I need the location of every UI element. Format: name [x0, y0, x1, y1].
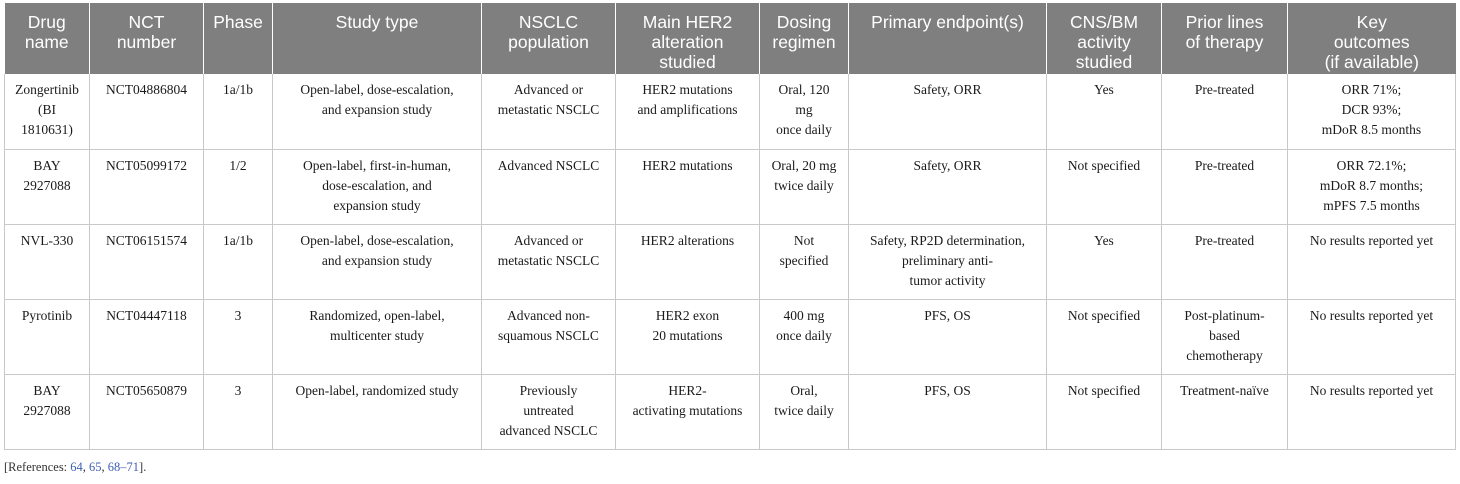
- column-header-nct-number: [90, 3, 204, 74]
- reference-link[interactable]: 64: [70, 460, 83, 474]
- cell-text-line: untreated: [523, 402, 574, 418]
- reference-link[interactable]: 65: [89, 460, 102, 474]
- cell-text-line: Open-label, dose-escalation,: [300, 232, 454, 248]
- cell-her2-alteration: [616, 299, 760, 374]
- references-suffix: ].: [139, 460, 147, 474]
- cell-text-line: Yes: [1094, 82, 1114, 97]
- cell-text-line: 2927088: [23, 402, 71, 418]
- cell-primary-endpoints: [849, 224, 1047, 299]
- cell-text-line: Oral, 120: [778, 82, 830, 97]
- cell-nsclc-population: [482, 149, 616, 224]
- cell-text-line: and expansion study: [321, 102, 433, 117]
- cell-text-line: advanced NSCLC: [499, 422, 598, 438]
- cell-her2-alteration: [616, 374, 760, 449]
- cell-text-line: NCT04886804: [106, 82, 187, 97]
- header-text-line: studied: [1075, 52, 1133, 72]
- cell-text-line: HER2-: [668, 382, 707, 398]
- column-header-key-outcomes: [1288, 3, 1456, 74]
- cell-text-line: mDoR 8.5 months: [1321, 122, 1422, 137]
- cell-text-line: 1a/1b: [223, 232, 253, 248]
- cell-primary-endpoints: [849, 74, 1047, 149]
- cell-text-line: Pre-treated: [1194, 82, 1255, 97]
- cell-text-line: PFS, OS: [924, 382, 971, 398]
- cell-nct-number: [90, 224, 204, 299]
- cell-prior-lines: [1162, 374, 1288, 449]
- cell-text-line: Safety, ORR: [913, 157, 982, 173]
- table-row: [5, 299, 1456, 374]
- column-header-nsclc-population: [482, 3, 616, 74]
- column-header-dosing-regimen: [760, 3, 849, 74]
- cell-text-line: Post-platinum-: [1184, 307, 1265, 323]
- cell-study-type: [273, 74, 482, 149]
- table-row: [5, 149, 1456, 224]
- cell-nsclc-population: [482, 224, 616, 299]
- cell-cns-bm-activity: [1047, 374, 1162, 449]
- cell-drug-name: [5, 149, 90, 224]
- cell-text-line: HER2 alterations: [640, 232, 735, 248]
- header-row: [5, 3, 1456, 74]
- cell-text-line: squamous NSCLC: [498, 327, 599, 343]
- table-row: [5, 374, 1456, 449]
- header-text-line: Study type: [335, 12, 419, 32]
- cell-prior-lines: [1162, 149, 1288, 224]
- cell-text-line: DCR 93%;: [1341, 102, 1402, 117]
- header-text-line: outcomes: [1333, 32, 1410, 52]
- cell-her2-alteration: [616, 74, 760, 149]
- cell-text-line: Pre-treated: [1194, 157, 1255, 173]
- cell-text-line: mg: [795, 102, 813, 117]
- cell-prior-lines: [1162, 224, 1288, 299]
- reference-separator: ,: [82, 460, 90, 474]
- cell-text-line: Advanced or: [513, 232, 584, 248]
- cell-phase: [204, 224, 273, 299]
- cell-her2-alteration: [616, 149, 760, 224]
- column-header-cns-bm-activity: [1047, 3, 1162, 74]
- header-text-line: Primary endpoint(s): [871, 12, 1024, 32]
- cell-cns-bm-activity: [1047, 74, 1162, 149]
- header-text-line: Drug: [27, 12, 66, 32]
- cell-text-line: Zongertinib: [15, 82, 79, 97]
- cell-text-line: preliminary anti-: [901, 252, 994, 268]
- cell-text-line: metastatic NSCLC: [497, 102, 600, 117]
- cell-text-line: Open-label, first-in-human,: [302, 157, 452, 173]
- cell-text-line: twice daily: [774, 177, 834, 193]
- column-header-prior-lines: [1162, 3, 1288, 74]
- cell-text-line: Randomized, open-label,: [309, 307, 445, 323]
- cell-text-line: BAY: [33, 157, 61, 173]
- cell-phase: [204, 149, 273, 224]
- cell-study-type: [273, 149, 482, 224]
- cell-text-line: Previously: [519, 382, 578, 398]
- cell-study-type: [273, 299, 482, 374]
- column-header-drug-name: [5, 3, 90, 74]
- cell-text-line: 1810631): [21, 122, 73, 137]
- cell-text-line: NVL-330: [20, 232, 74, 248]
- cell-text-line: and expansion study: [321, 252, 433, 268]
- header-text-line: Phase: [213, 12, 263, 32]
- table-container: [4, 3, 1455, 450]
- cell-text-line: Not specified: [1067, 157, 1141, 173]
- header-text-line: NSCLC: [518, 12, 579, 32]
- cell-text-line: Safety, RP2D determination,: [869, 232, 1026, 248]
- cell-text-line: (BI: [38, 102, 56, 117]
- header-text-line: population: [508, 32, 589, 52]
- cell-text-line: mPFS 7.5 months: [1323, 197, 1420, 213]
- cell-text-line: and amplifications: [637, 102, 738, 117]
- header-text-line: Key: [1356, 12, 1387, 32]
- cell-text-line: HER2 mutations: [642, 82, 733, 97]
- cell-key-outcomes: [1288, 149, 1456, 224]
- cell-text-line: Advanced non-: [507, 307, 590, 323]
- column-header-her2-alteration: [616, 3, 760, 74]
- cell-prior-lines: [1162, 74, 1288, 149]
- cell-text-line: ORR 72.1%;: [1336, 157, 1407, 173]
- cell-dosing-regimen: [760, 224, 849, 299]
- header-text-line: CNS/BM: [1069, 12, 1139, 32]
- cell-cns-bm-activity: [1047, 224, 1162, 299]
- cell-text-line: chemotherapy: [1186, 347, 1263, 363]
- cell-text-line: Safety, ORR: [913, 82, 982, 97]
- cell-drug-name: [5, 374, 90, 449]
- cell-text-line: twice daily: [774, 402, 834, 418]
- cell-nsclc-population: [482, 299, 616, 374]
- cell-text-line: 400 mg: [783, 307, 825, 323]
- column-header-primary-endpoints: [849, 3, 1047, 74]
- cell-text-line: based: [1209, 327, 1240, 343]
- header-text-line: Prior lines: [1185, 12, 1264, 32]
- column-header-study-type: [273, 3, 482, 74]
- table-row: [5, 224, 1456, 299]
- cell-text-line: metastatic NSCLC: [497, 252, 600, 268]
- cell-nsclc-population: [482, 374, 616, 449]
- cell-drug-name: [5, 299, 90, 374]
- cell-text-line: ORR 71%;: [1341, 82, 1402, 97]
- cell-text-line: NCT06151574: [106, 232, 187, 248]
- cell-primary-endpoints: [849, 299, 1047, 374]
- cell-drug-name: [5, 74, 90, 149]
- reference-separator: ,: [101, 460, 108, 474]
- header-text-line: (if available): [1324, 52, 1419, 72]
- cell-phase: [204, 374, 273, 449]
- cell-text-line: Oral,: [790, 382, 818, 398]
- cell-text-line: 2927088: [23, 177, 71, 193]
- cell-text-line: specified: [779, 252, 829, 268]
- cell-cns-bm-activity: [1047, 149, 1162, 224]
- cell-text-line: BAY: [33, 382, 61, 398]
- cell-text-line: NCT05099172: [106, 157, 187, 173]
- cell-nct-number: [90, 299, 204, 374]
- header-text-line: Main HER2: [642, 12, 733, 32]
- cell-text-line: NCT05650879: [106, 382, 187, 398]
- cell-text-line: 3: [234, 307, 242, 323]
- cell-text-line: 1/2: [229, 157, 247, 173]
- cell-study-type: [273, 374, 482, 449]
- table-body: [5, 74, 1456, 449]
- cell-text-line: No results reported yet: [1309, 307, 1434, 323]
- cell-text-line: Pyrotinib: [21, 307, 73, 323]
- cell-text-line: Advanced or: [513, 82, 584, 97]
- cell-text-line: No results reported yet: [1309, 382, 1434, 398]
- reference-link[interactable]: 68–71: [107, 460, 140, 474]
- cell-text-line: once daily: [776, 122, 832, 137]
- cell-text-line: 20 mutations: [652, 327, 723, 343]
- cell-text-line: expansion study: [333, 197, 421, 213]
- cell-key-outcomes: [1288, 299, 1456, 374]
- cell-cns-bm-activity: [1047, 299, 1162, 374]
- cell-nct-number: [90, 74, 204, 149]
- cell-text-line: Not specified: [1067, 382, 1141, 398]
- cell-text-line: Open-label, randomized study: [295, 382, 459, 398]
- cell-dosing-regimen: [760, 299, 849, 374]
- cell-primary-endpoints: [849, 149, 1047, 224]
- references-footnote: [4, 460, 146, 475]
- cell-drug-name: [5, 224, 90, 299]
- cell-text-line: dose-escalation, and: [322, 177, 432, 193]
- cell-text-line: 3: [234, 382, 242, 398]
- header-text-line: name: [24, 32, 69, 52]
- header-text-line: regimen: [772, 32, 836, 52]
- cell-nsclc-population: [482, 74, 616, 149]
- cell-text-line: Yes: [1094, 232, 1114, 248]
- cell-text-line: tumor activity: [909, 272, 986, 288]
- cell-nct-number: [90, 149, 204, 224]
- cell-text-line: NCT04447118: [106, 307, 187, 323]
- cell-key-outcomes: [1288, 374, 1456, 449]
- cell-text-line: No results reported yet: [1309, 232, 1434, 248]
- references-prefix: [References:: [4, 460, 71, 474]
- table-row: [5, 74, 1456, 149]
- cell-primary-endpoints: [849, 374, 1047, 449]
- cell-dosing-regimen: [760, 74, 849, 149]
- column-header-phase: [204, 3, 273, 74]
- cell-dosing-regimen: [760, 149, 849, 224]
- cell-her2-alteration: [616, 224, 760, 299]
- cell-prior-lines: [1162, 299, 1288, 374]
- cell-text-line: mDoR 8.7 months;: [1319, 177, 1424, 193]
- cell-text-line: Open-label, dose-escalation,: [300, 82, 454, 97]
- cell-nct-number: [90, 374, 204, 449]
- cell-key-outcomes: [1288, 74, 1456, 149]
- cell-text-line: HER2 mutations: [642, 157, 733, 173]
- cell-key-outcomes: [1288, 224, 1456, 299]
- cell-text-line: once daily: [776, 327, 832, 343]
- trials-table: [4, 3, 1456, 450]
- cell-study-type: [273, 224, 482, 299]
- cell-text-line: HER2 exon: [655, 307, 720, 323]
- cell-text-line: activating mutations: [632, 402, 743, 418]
- cell-text-line: Advanced NSCLC: [497, 157, 600, 173]
- header-text-line: number: [116, 32, 177, 52]
- header-text-line: studied: [659, 52, 716, 72]
- header-text-line: of therapy: [1185, 32, 1264, 52]
- cell-text-line: 1a/1b: [223, 82, 253, 97]
- cell-dosing-regimen: [760, 374, 849, 449]
- header-text-line: NCT: [128, 12, 165, 32]
- cell-text-line: Pre-treated: [1194, 232, 1255, 248]
- cell-phase: [204, 299, 273, 374]
- cell-text-line: Treatment-naïve: [1180, 382, 1269, 398]
- cell-text-line: Not: [793, 232, 815, 248]
- cell-text-line: Oral, 20 mg: [771, 157, 837, 173]
- cell-text-line: multicenter study: [329, 327, 425, 343]
- cell-text-line: Not specified: [1067, 307, 1141, 323]
- header-text-line: Dosing: [776, 12, 832, 32]
- cell-text-line: PFS, OS: [924, 307, 971, 323]
- cell-phase: [204, 74, 273, 149]
- header-text-line: activity: [1077, 32, 1131, 52]
- header-text-line: alteration: [651, 32, 724, 52]
